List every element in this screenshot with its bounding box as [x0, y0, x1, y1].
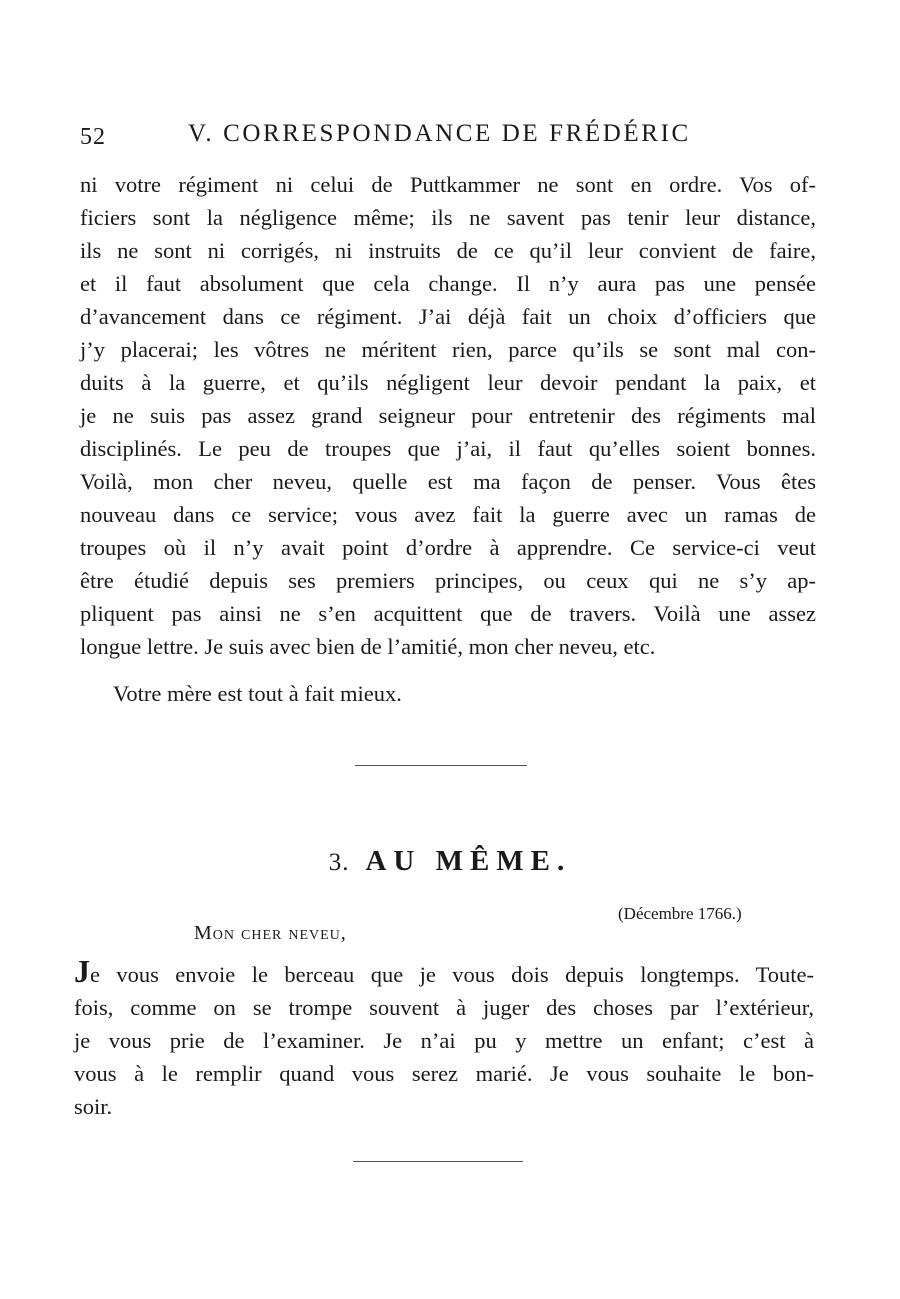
- page-number: 52: [80, 124, 106, 150]
- text-line: nouveau dans ce service; vous avez fait la guerre avec un ramas de: [80, 502, 816, 527]
- salutation: Mon cher neveu,: [194, 922, 347, 944]
- text-line: ficiers sont la négligence même; ils ne savent pas tenir leur distance,: [80, 205, 816, 230]
- text-line: pliquent pas ainsi ne s’en acquittent que de travers. Voilà une assez: [80, 601, 816, 626]
- letter-number: 3.: [328, 849, 350, 876]
- text-line: ils ne sont ni corrigés, ni instruits de ce qu’il leur convient de faire,: [80, 238, 816, 263]
- text-line: Voilà, mon cher neveu, quelle est ma façon de penser. Vous êtes: [80, 469, 816, 494]
- text-line: je ne suis pas assez grand seigneur pour entretenir des régiments mal: [80, 403, 816, 428]
- text-line: longue lettre. Je suis avec bien de l’amitié, mon cher neveu, etc.: [80, 634, 656, 659]
- text-line: ni votre régiment ni celui de Puttkammer ne sont en ordre. Vos of-: [80, 172, 816, 197]
- postscript: Votre mère est tout à fait mieux.: [113, 681, 402, 706]
- running-head: [80, 120, 720, 156]
- letter-body-paragraph: [80, 168, 816, 663]
- letter-3-body: [74, 953, 814, 1123]
- text-line: et il faut absolument que cela change. Il n’y aura pas une pensée: [80, 271, 816, 296]
- text-line-first: [74, 953, 814, 991]
- text-line: d’avancement dans ce régiment. J’ai déjà fait un choix d’officiers que: [80, 304, 816, 329]
- text-line: troupes où il n’y avait point d’ordre à apprendre. Ce service-ci veut: [80, 535, 816, 560]
- drop-cap: J: [74, 953, 90, 989]
- letter-heading: [0, 845, 900, 878]
- text-line: je vous prie de l’examiner. Je n’ai pu y mettre un enfant; c’est à: [74, 1028, 814, 1053]
- text-line: être étudié depuis ses premiers principes, ou ceux qui ne s’y ap-: [80, 568, 816, 593]
- text-line: fois, comme on se trompe souvent à juger des choses par l’extérieur,: [74, 995, 814, 1020]
- text-line: vous à le remplir quand vous serez marié. Je vous souhaite le bon-: [74, 1061, 814, 1086]
- text-line: soir.: [74, 1094, 113, 1119]
- end-divider: [353, 1161, 523, 1162]
- text-line: j’y placerai; les vôtres ne méritent rien, parce qu’ils se sont mal con-: [80, 337, 816, 362]
- letter-date: (Décembre 1766.): [618, 904, 742, 923]
- text-line-rest: e vous envoie le berceau que je vous dois depuis longtemps. Toute-: [90, 962, 814, 987]
- letter-title: AU MÊME.: [365, 845, 572, 877]
- text-line: duits à la guerre, et qu’ils négligent leur devoir pendant la paix, et: [80, 370, 816, 395]
- text-line: disciplinés. Le peu de troupes que j’ai, il faut qu’elles soient bonnes.: [80, 436, 816, 461]
- section-divider: [355, 765, 527, 766]
- running-title: V. CORRESPONDANCE DE FRÉDÉRIC: [188, 120, 691, 147]
